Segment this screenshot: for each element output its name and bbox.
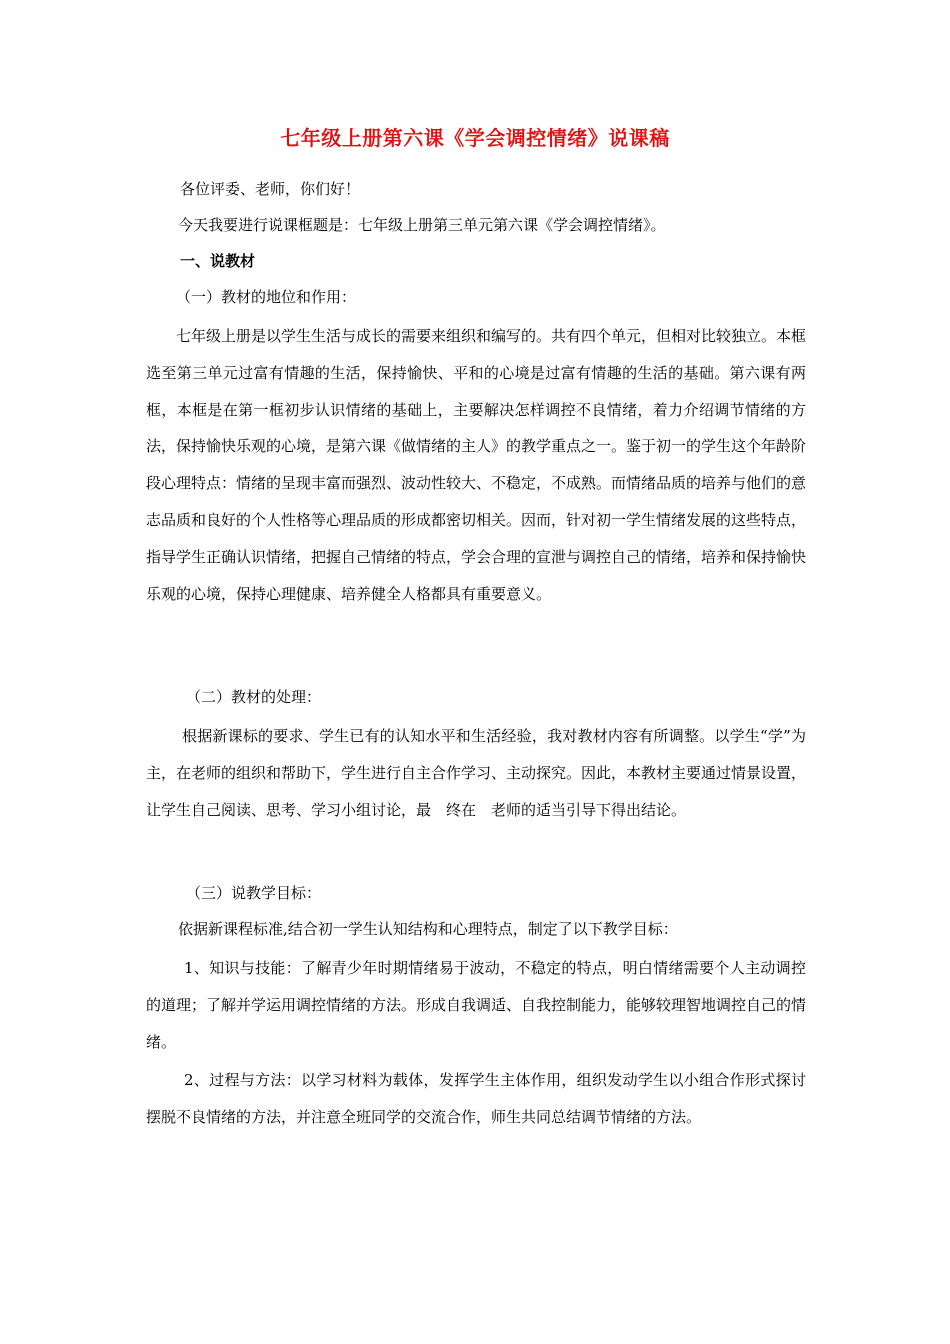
paragraph-processing: 根据新课标的要求、学生已有的认知水平和生活经验，我对教材内容有所调整。以学生“学”为主，在老师的组织和帮助下，学生进行自主合作学习、主动探究。因此，本教材主要通过情景设置，让学生自己阅读、思考、学习小组讨论，最 终在 老师的适当引导下得出结论。 — [146, 727, 807, 819]
sub-heading-processing: （二）教材的处理： — [186, 688, 322, 706]
goal-knowledge-skills: 1、知识与技能：了解青少年时期情绪易于波动，不稳定的特点，明白情绪需要个人主动调控的道理；了解并学运用调控情绪的方法。形成自我调适、自我控制能力，能够较理智地调控自己的情绪。 — [146, 959, 807, 1051]
goal-process-method: 2、过程与方法：以学习材料为载体，发挥学生主体作用，组织发动学生以小组合作形式探讨摆脱不良情绪的方法，并注意全班同学的交流合作，师生共同总结调节情绪的方法。 — [146, 1071, 806, 1126]
sub-heading-position: （一）教材的地位和作用： — [176, 288, 357, 306]
goals-intro: 依据新课程标准,结合初一学生认知结构和心理特点，制定了以下教学目标： — [178, 920, 678, 938]
intro-text: 今天我要进行说课框题是：七年级上册第三单元第六课《学会调控情绪》。 — [178, 216, 666, 234]
greeting: 各位评委、老师，你们好！ — [180, 180, 361, 198]
document-title: 七年级上册第六课《学会调控情绪》说课稿 — [280, 126, 670, 150]
paragraph-position-role: 七年级上册是以学生生活与成长的需要来组织和编写的。共有四个单元，但相对比较独立。本框选至第三单元过富有情趣的生活，保持愉快、平和的心境是过富有情趣的生活的基础。第六课有两框，本框是在第一框初步认识情绪的基础上，主要解决怎样调控不良情绪，着力介绍调节情绪的方法，保持愉快乐观的心境，是第六课《做情绪的主人》的教学重点之一。鉴于初一的学生这个年龄阶段心理特点：情绪的呈现丰富而强烈、波动性较大、不稳定，不成熟。而情绪品质的培养与他们的意志品质和良好的个人性格等心理品质的形成都密切相关。因而，针对初一学生情绪发展的这些特点，指导学生正确认识情绪，把握自己情绪的特点，学会合理的宣泄与调控自己的情绪，培养和保持愉快乐观的心境，保持心理健康、培养健全人格都具有重要意义。 — [146, 327, 807, 603]
sub-heading-goals: （三）说教学目标： — [186, 884, 322, 902]
section-heading-textbook: 一、说教材 — [180, 252, 256, 270]
